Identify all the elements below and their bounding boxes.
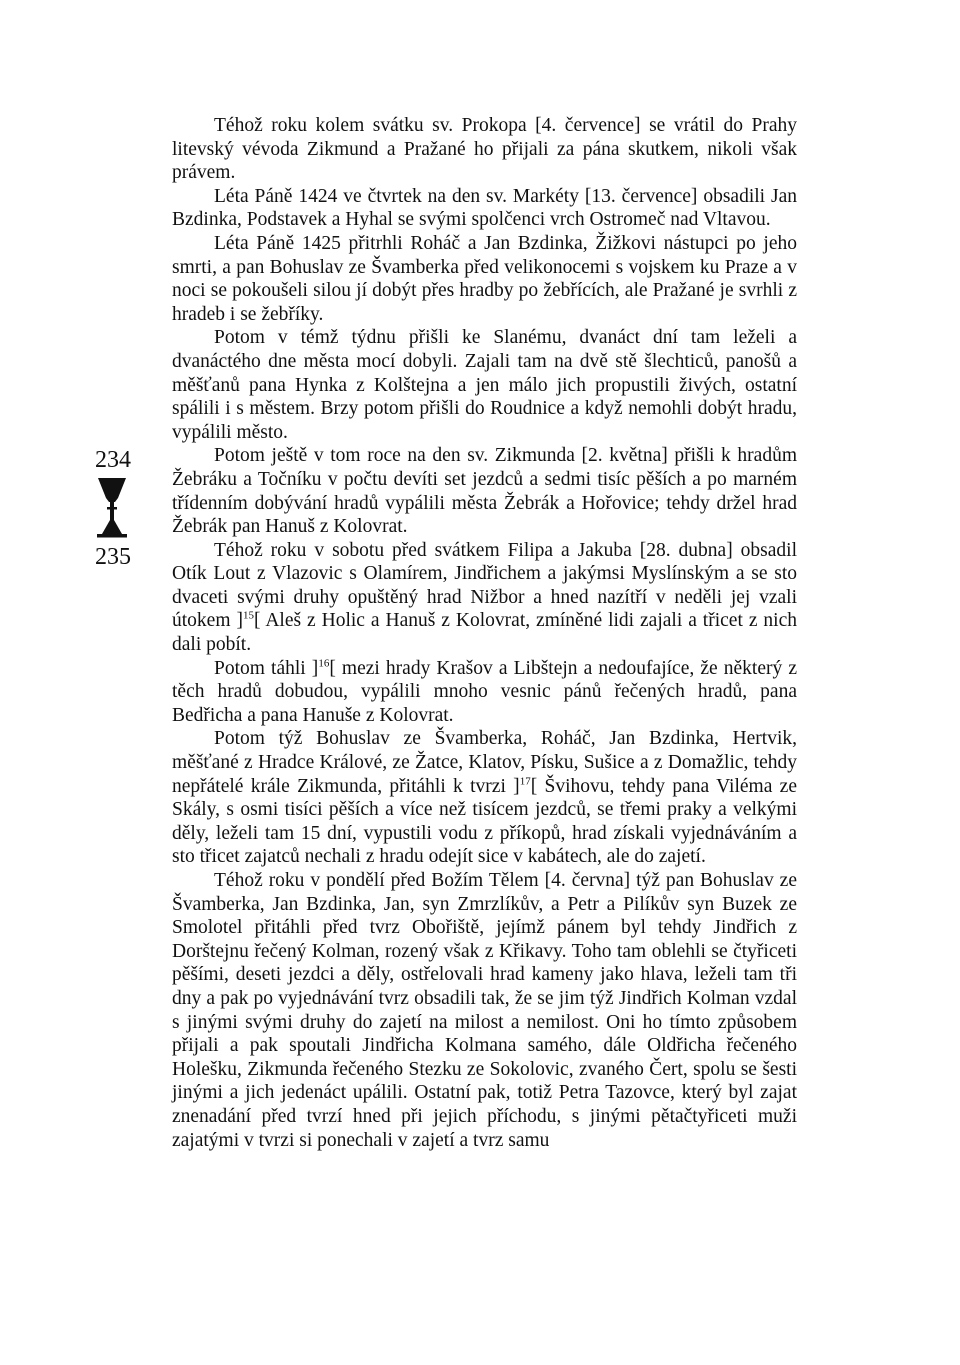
- page-number-bottom: 235: [95, 544, 131, 570]
- paragraph: Téhož roku v pondělí před Božím Tělem [4. června] týž pan Bohuslav ze Švamberka, Jan Bzdinka, Jan, syn Zmrzlíkův, a Petr a Pilíkův syn Buzek ze Smolotel přitáhli před tvrz Obořiště, jejímž pánem byl tehdy Jindřich z Dorštejnu řečený Kolman, rozený však z Křikavy. Toho tam oblehli se čtyřiceti pěšími, deseti jezdci a děly, ostřelovali hrad kameny jako hlava, leželi tam tři dny a pak po vyjednávání tvrz obsadili tak, že se jim týž Jindřich Kolman vzdal s jinými svými druhy do zajetí na milost a nemilost. Oni ho tímto způsobem přijali a pak spoutali Jindřicha Kolmana samého, dále Oldřicha řečeného Holešku, Zikmunda řečeného Stezku ze Sokolovic, zvaného Čert, spolu se šesti jinými a jich jedenáct upálili. Ostatní pak, totiž Petra Tazovce, který byl zajat znenadání před tvrzí hned při jejich příchodu, s jinými pětačtyřiceti muži zajatými v tvrzi si ponechali v zajetí a tvrz samu: [172, 870, 797, 1151]
- paragraph-text: Téhož roku v sobotu před svátkem Filipa a Jakuba [28. dubna] obsadil Otík Lout z Vlazovic s Olamírem, Jindřichem a jakýmsi Myslínským a se sto dvaceti svými druhy opuštěný hrad Nižbor a hned nazítří v neděli jej vzali útokem ]: [172, 539, 797, 632]
- paragraph-text: [ mezi hrady Krašov a Libštejn a nedoufajíce, že některý z těch hradů dobudou, vypálili mnoho vesnic pánů řečených hradů, pana Bedřicha a pana Hanuše z Kolovrat.: [172, 657, 797, 726]
- paragraph-text: Potom táhli ]: [214, 657, 319, 679]
- paragraph: Potom ještě v tom roce na den sv. Zikmunda [2. května] přišli k hradům Žebráku a Točníku v počtu devíti set jezdců a sedmi tisíc pěších a po marném třídenním dobývání hradů vypálili města Žebrák a Hořovice; tehdy držel hrad Žebrák pan Hanuš z Kolovrat.: [172, 445, 797, 538]
- paragraph: [172, 727, 797, 869]
- paragraph: [172, 539, 797, 657]
- chalice-icon: [94, 476, 130, 542]
- paragraph: Léta Páně 1424 ve čtvrtek na den sv. Markéty [13. července] obsadili Jan Bzdinka, Podstavek a Hyhal se svými spolčenci vrch Ostromeč nad Vltavou.: [172, 185, 797, 231]
- main-text: [172, 114, 797, 1152]
- paragraph-text: Potom týž Bohuslav ze Švamberka, Roháč, Jan Bzdinka, Hertvik, měšťané z Hradce Králové, ze Žatce, Klatov, Písku, Sušice a z Domažlic, tehdy nepřátelé krále Zikmunda, přitáhli k tvrzi ]: [172, 728, 797, 797]
- footnote-marker: 17: [519, 775, 531, 788]
- paragraph: Léta Páně 1425 přitrhli Roháč a Jan Bzdinka, Žižkovi nástupci po jeho smrti, a pan Bohuslav ze Švamberka před velikonocemi s vojskem ku Praze a v noci se pokoušeli silou jí dobýt přes hradby po žebřících, ale Pražané je svrhli z hradeb i se žebříky.: [172, 232, 797, 325]
- paragraph: Potom v témž týdnu přišli ke Slanému, dvanáct dní tam leželi a dvanáctého dne města mocí dobyli. Zajali tam na dvě stě šlechticů, panošů a měšťanů pana Hynka z Kolštejna a jen málo jich propustili živých, ostatní spálili i s městem. Brzy potom přišli do Roudnice a když nemohli dobýt hradu, vypálili město.: [172, 327, 797, 443]
- paragraph: Téhož roku kolem svátku sv. Prokopa [4. července] se vrátil do Prahy litevský vévoda Zikmund a Pražané ho přijali za pána skutkem, nikoli však právem.: [172, 115, 797, 184]
- paragraph-text: [ Aleš z Holic a Hanuš z Kolovrat, zmíněné lidi zajali a třicet z nich dali pobít.: [172, 610, 798, 656]
- page-number-top: 234: [95, 447, 131, 473]
- footnote-marker: 16: [318, 657, 330, 670]
- paragraph-text: [ Švihovu, tehdy pana Viléma ze Skály, s osmi tisíci pěších a více než tisícem jezdců, se třemi praky a velkými děly, leželi tam 15 dní, vypustili vodu z příkopů, hrad získali vyjednáváním a sto třicet zajatců nechali z hradu odejít sice v kabátech, ale do zajetí.: [172, 775, 797, 868]
- paragraph: [172, 657, 797, 728]
- footnote-marker: 15: [242, 609, 254, 622]
